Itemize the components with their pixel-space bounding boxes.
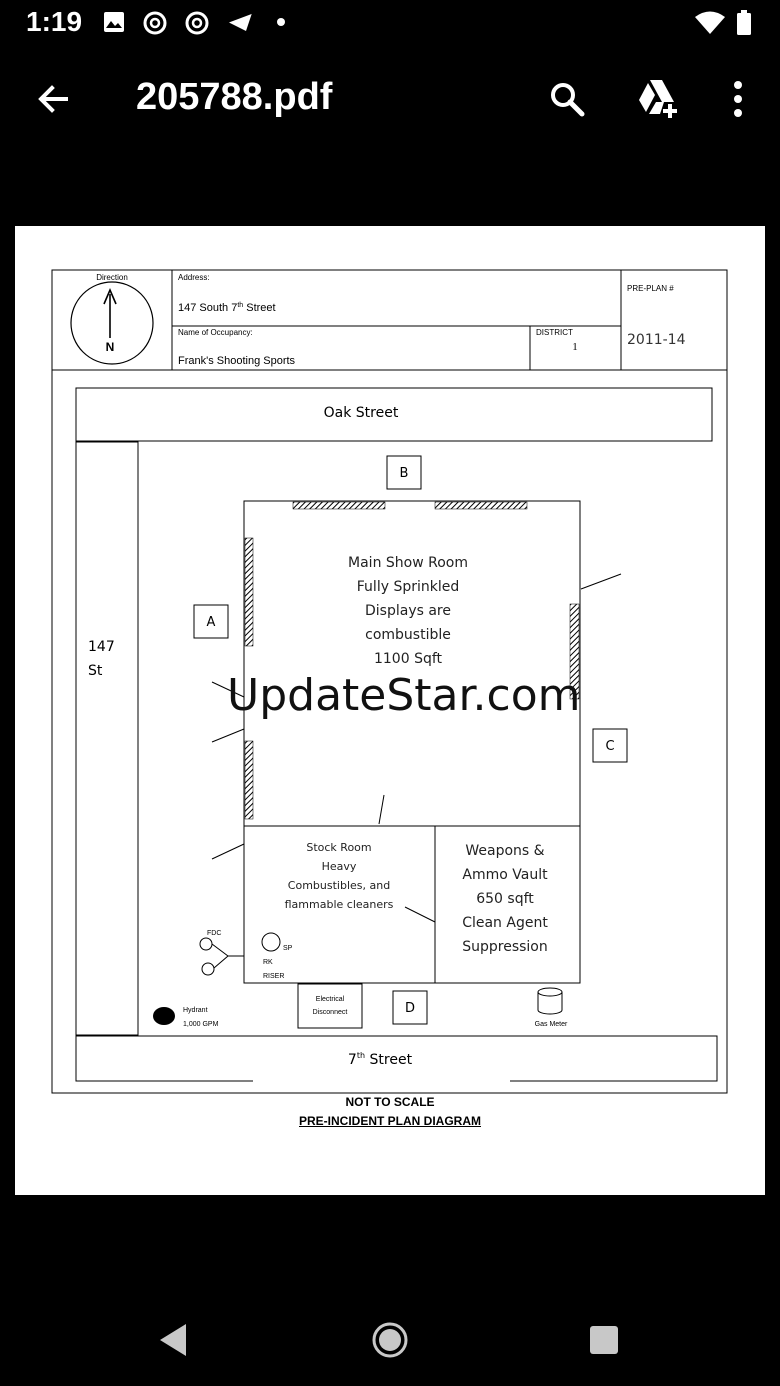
gas-meter-label: Gas Meter xyxy=(534,1021,568,1028)
fdc-label: FDC xyxy=(207,930,222,937)
not-to-scale-label: NOT TO SCALE xyxy=(345,1095,435,1109)
district-value: 1 xyxy=(572,341,578,353)
watermark: UpdateStar.com xyxy=(227,670,581,721)
add-to-drive-icon[interactable] xyxy=(636,78,680,118)
back-arrow-icon[interactable] xyxy=(36,82,70,116)
svg-text:A: A xyxy=(206,615,216,630)
svg-text:Disconnect: Disconnect xyxy=(312,1009,348,1016)
occupancy-value: Frank's Shooting Sports xyxy=(178,355,296,367)
side-street-label-2: St xyxy=(88,663,103,679)
pdf-page[interactable] xyxy=(15,226,765,1195)
svg-text:Heavy: Heavy xyxy=(321,860,357,873)
preplan-label: PRE-PLAN # xyxy=(627,284,674,293)
district-label: DISTRICT xyxy=(536,328,573,337)
settings-notification-icon xyxy=(142,10,168,36)
svg-text:650 sqft: 650 sqft xyxy=(476,891,534,907)
electrical-disconnect xyxy=(298,984,362,1028)
address-label: Address: xyxy=(178,273,210,282)
image-notification-icon xyxy=(102,10,126,34)
svg-text:Ammo Vault: Ammo Vault xyxy=(462,867,548,883)
svg-text:D: D xyxy=(404,1001,416,1016)
nav-home-icon[interactable] xyxy=(370,1320,410,1360)
sprinkler-riser-icon xyxy=(262,933,280,951)
hydrant-icon xyxy=(153,1007,175,1025)
svg-text:Clean Agent: Clean Agent xyxy=(462,915,548,931)
riser-label-2: RISER xyxy=(263,973,285,980)
app-bar xyxy=(0,56,780,142)
svg-text:Stock Room: Stock Room xyxy=(306,841,372,854)
side-street-label-1: 147 xyxy=(88,639,115,655)
search-icon[interactable] xyxy=(548,80,586,118)
svg-text:Fully Sprinkled: Fully Sprinkled xyxy=(356,579,460,595)
document-title: 205788.pdf xyxy=(136,76,333,118)
svg-text:Electrical: Electrical xyxy=(315,996,345,1003)
north-label: N xyxy=(105,340,115,354)
diagram-title: PRE-INCIDENT PLAN DIAGRAM xyxy=(299,1114,481,1128)
status-bar xyxy=(0,0,780,48)
address-value: 147 South 7th Street xyxy=(178,302,276,314)
direction-label: Direction xyxy=(96,273,128,282)
seventh-street-label: 7th Street xyxy=(347,1051,413,1068)
nav-back-icon[interactable] xyxy=(156,1322,190,1358)
svg-text:Displays are: Displays are xyxy=(365,603,451,619)
main-room-text xyxy=(348,555,468,667)
svg-text:C: C xyxy=(605,739,615,754)
svg-text:Main Show Room: Main Show Room xyxy=(348,555,468,571)
vault-text xyxy=(462,843,548,955)
hydrant-label-2: 1,000 GPM xyxy=(183,1021,219,1028)
settings-notification-icon-2 xyxy=(184,10,210,36)
send-notification-icon xyxy=(226,10,254,34)
status-time: 1:19 xyxy=(26,6,83,37)
navigation-bar xyxy=(0,1300,780,1386)
sp-label: SP xyxy=(283,945,293,952)
svg-text:flammable cleaners: flammable cleaners xyxy=(284,898,394,911)
svg-text:Weapons &: Weapons & xyxy=(465,843,545,859)
occupancy-label: Name of Occupancy: xyxy=(178,328,253,337)
riser-label-1: RK xyxy=(263,959,273,966)
nav-recents-icon[interactable] xyxy=(588,1324,620,1356)
svg-text:1100 Sqft: 1100 Sqft xyxy=(373,651,443,667)
stock-room-text xyxy=(285,841,394,911)
svg-text:Combustibles, and: Combustibles, and xyxy=(287,879,391,892)
svg-text:B: B xyxy=(399,466,409,481)
svg-text:combustible: combustible xyxy=(365,627,451,643)
wifi-icon xyxy=(694,10,726,36)
fdc-icon xyxy=(200,938,212,950)
more-options-icon[interactable] xyxy=(730,80,746,118)
preplan-value: 2011-14 xyxy=(627,332,686,348)
more-notifications-dot-icon xyxy=(276,10,286,34)
side-street xyxy=(76,442,138,1035)
oak-street-label: Oak Street xyxy=(323,405,399,421)
gas-meter-icon xyxy=(538,988,562,1014)
svg-text:Suppression: Suppression xyxy=(462,939,548,955)
battery-icon xyxy=(736,10,752,36)
hydrant-label-1: Hydrant xyxy=(183,1007,208,1014)
